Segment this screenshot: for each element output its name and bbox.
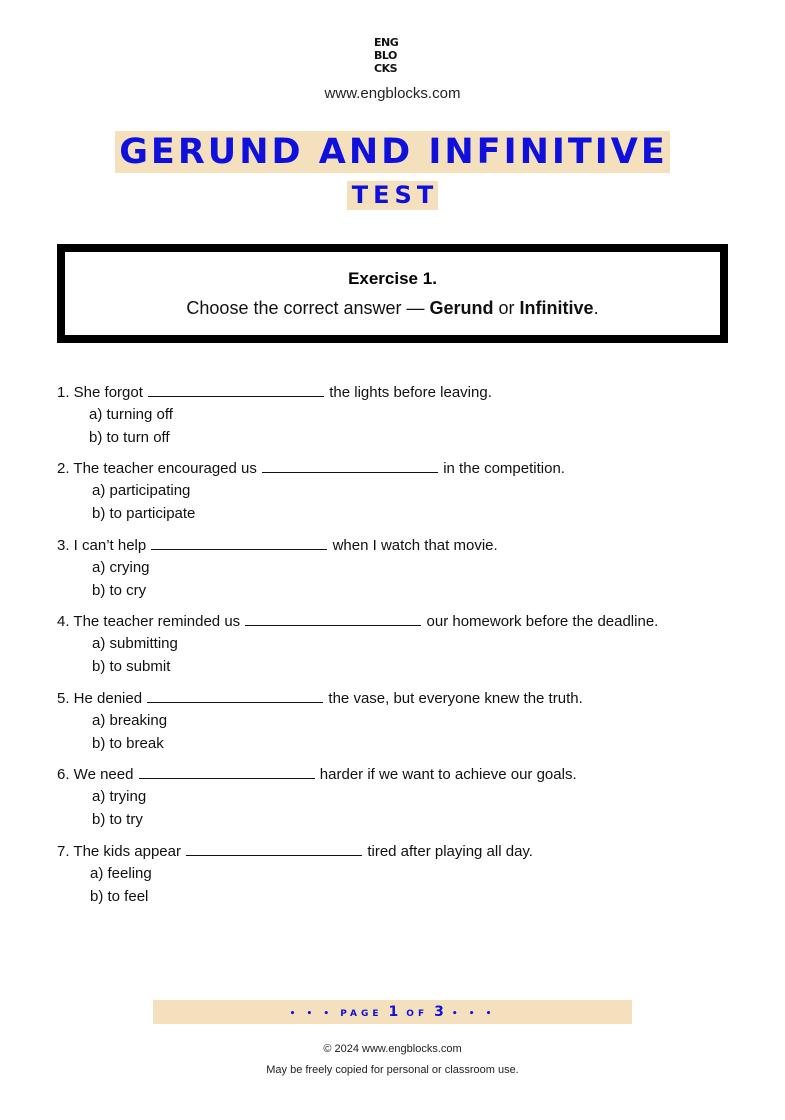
page-indicator: [153, 1000, 632, 1024]
logo-line: CKS: [374, 62, 398, 75]
page-current: 1: [388, 1004, 401, 1020]
answer-blank[interactable]: [139, 763, 315, 779]
question-text-after: the lights before leaving.: [329, 384, 492, 401]
answer-blank[interactable]: [147, 687, 323, 703]
question-list: [57, 381, 757, 916]
instruction-suffix: .: [593, 298, 599, 318]
instruction-conjunction: or: [493, 298, 520, 318]
question-item: [57, 610, 757, 687]
answer-options: [57, 633, 757, 678]
logo-line: ENG: [374, 36, 399, 49]
exercise-title: Exercise 1.: [348, 269, 437, 288]
copyright: © 2024 www.engblocks.com: [323, 1043, 462, 1055]
answer-blank[interactable]: [186, 840, 362, 856]
answer-blank[interactable]: [148, 381, 324, 397]
answer-options: [57, 480, 757, 525]
instruction-gerund: Gerund: [429, 298, 494, 318]
subtitle-wrap: [0, 181, 785, 210]
question-sentence: [57, 687, 757, 710]
option-a[interactable]: a) turning off: [89, 406, 173, 423]
option-b[interactable]: b) to try: [92, 810, 143, 828]
question-item: [57, 381, 757, 457]
question-text-after: in the competition.: [443, 460, 565, 477]
question-item: [57, 763, 757, 840]
question-sentence: [57, 534, 757, 557]
question-sentence: [57, 610, 757, 633]
question-text-after: the vase, but everyone knew the truth.: [328, 690, 583, 707]
option-b[interactable]: b) to cry: [92, 581, 147, 599]
exercise-instruction: [65, 298, 720, 319]
page-title: GERUND AND INFINITIVE: [115, 131, 670, 173]
option-a[interactable]: a) breaking: [92, 712, 168, 729]
question-item: [57, 840, 757, 916]
engblocks-logo: [374, 37, 412, 77]
option-b[interactable]: b) to feel: [90, 887, 149, 905]
question-text-before: 1. She forgot: [57, 384, 143, 401]
instruction-prefix: Choose the correct answer —: [186, 298, 430, 318]
logo-line: BLO: [374, 49, 397, 62]
option-b[interactable]: b) to submit: [92, 657, 171, 675]
answer-options: [57, 786, 757, 831]
answer-blank[interactable]: [245, 610, 421, 626]
question-text-before: 6. We need: [57, 766, 134, 783]
page-total: 3: [434, 1004, 446, 1020]
answer-options: [57, 557, 757, 602]
site-url[interactable]: www.engblocks.com: [324, 85, 461, 102]
option-a[interactable]: a) submitting: [92, 635, 178, 652]
question-item: [57, 534, 757, 610]
question-item: [57, 457, 757, 534]
option-a[interactable]: a) participating: [92, 482, 191, 499]
option-a[interactable]: a) feeling: [90, 865, 152, 882]
page-of: OF: [406, 1009, 429, 1019]
answer-blank[interactable]: [262, 457, 438, 473]
option-b[interactable]: b) to turn off: [89, 428, 170, 446]
answer-options: [57, 710, 757, 755]
question-text-after: our homework before the deadline.: [426, 613, 659, 630]
question-text-after: when I watch that movie.: [332, 537, 498, 554]
option-a[interactable]: a) crying: [92, 559, 150, 576]
answer-options: [57, 404, 757, 449]
question-text-after: harder if we want to achieve our goals.: [319, 766, 577, 783]
answer-options: [57, 863, 757, 908]
question-text-before: 2. The teacher encouraged us: [57, 460, 257, 477]
option-b[interactable]: b) to participate: [92, 504, 196, 522]
question-text-before: 7. The kids appear: [57, 843, 181, 860]
question-text-after: tired after playing all day.: [367, 843, 533, 860]
question-sentence: [57, 840, 757, 863]
page-prefix: • • • PAGE: [289, 1009, 383, 1019]
option-a[interactable]: a) trying: [92, 788, 147, 805]
question-sentence: [57, 457, 757, 480]
answer-blank[interactable]: [151, 534, 327, 550]
exercise-box: [57, 244, 728, 343]
title-wrap: [0, 131, 785, 173]
option-b[interactable]: b) to break: [92, 734, 164, 752]
question-text-before: 5. He denied: [57, 690, 143, 707]
instruction-infinitive: Infinitive: [519, 298, 594, 318]
page-subtitle: TEST: [347, 181, 438, 210]
license-note: May be freely copied for personal or classroom use.: [266, 1064, 519, 1076]
question-text-before: 3. I can’t help: [57, 537, 147, 554]
question-sentence: [57, 763, 757, 786]
question-text-before: 4. The teacher reminded us: [57, 613, 241, 630]
question-sentence: [57, 381, 757, 404]
question-item: [57, 687, 757, 763]
page-suffix: • • •: [451, 1009, 496, 1019]
